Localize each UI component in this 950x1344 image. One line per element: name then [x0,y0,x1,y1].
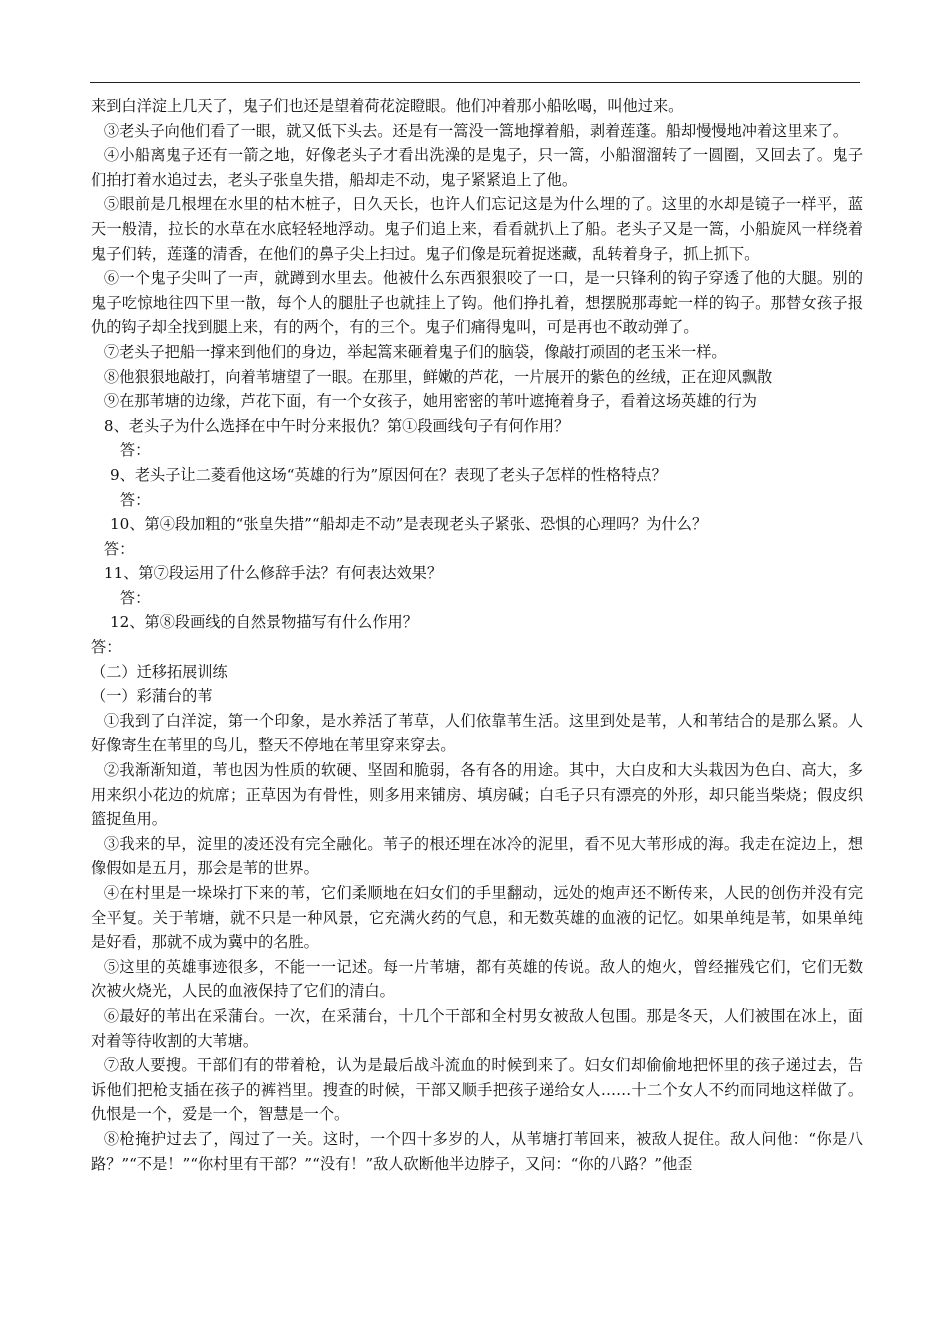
paragraph-r3: ③我来的早，淀里的凌还没有完全融化。苇子的根还埋在冰冷的泥里，看不见大苇形成的海。我走在淀边上，想像假如是五月，那会是苇的世界。 [91,834,863,878]
paragraph-r8: ⑧枪掩护过去了，闯过了一关。这时，一个四十多岁的人，从苇塘打苇回来，被敌人捉住。敌人问他：“你是八路？”“不是！”“你村里有干部？”“没有！”敌人砍断他半边脖子，又问：“你的八路？”他歪 [91,1129,863,1173]
paragraph-r6: ⑥最好的苇出在采蒲台。一次，在采蒲台，十几个干部和全村男女被敌人包围。那是冬天，人们被围在冰上，面对着等待收割的大苇塘。 [91,1006,863,1050]
paragraph-p7: ⑨在那苇塘的边缘，芦花下面，有一个女孩子，她用密密的苇叶遮掩着身子，看着这场英雄的行为 [103,392,757,411]
paragraph-p2: ④小船离鬼子还有一箭之地，好像老头子才看出洗澡的是鬼子，只一篙，小船溜溜转了一圆圈，又回去了。鬼子们拍打着水追过去，老头子张皇失措，船却走不动，鬼子紧紧追上了他。 [91,146,863,189]
document-body [91,94,863,1176]
question-q12: 12、第⑧段画线的自然景物描写有什么作用？ [110,613,418,632]
paragraph-r1: ①我到了白洋淀，第一个印象，是水养活了苇草，人们依靠苇生活。这里到处是苇，人和苇结合的是那么紧。人好像寄生在苇里的鸟儿，整天不停地在苇里穿来穿去。 [91,711,863,755]
answer-line-a11: 答： [119,588,151,607]
paragraph-p1: ③老头子向他们看了一眼，就又低下头去。还是有一篙没一篙地撑着船，剥着莲蓬。船却慢慢地冲着这里来了。 [103,121,849,140]
paragraph-r5: ⑤这里的英雄事迹很多，不能一一记述。每一片苇塘，都有英雄的传说。敌人的炮火，曾经摧残它们，它们无数次被火烧光，人民的血液保持了它们的清白。 [91,957,863,1001]
answer-line-a9: 答： [119,490,151,509]
paragraph-p3: ⑤眼前是几根埋在水里的枯木桩子，日久天长，也许人们忘记这是为什么埋的了。这里的水却是镜子一样平，蓝天一般清，拉长的水草在水底轻轻地浮动。鬼子们追上来，看看就扒上了船。老头子又是一篙，小船旋风一样绕着鬼子们转，莲蓬的清香，在他们的鼻子尖上扫过。鬼子们像是玩着捉迷藏，乱转着身子，抓上抓下。 [91,195,863,263]
question-q10: 10、第④段加粗的“张皇失措”“船却走不动”是表现老头子紧张、恐惧的心理吗？为什么？ [110,515,708,534]
question-q8: 8、老头子为什么选择在中午时分来报仇？第①段画线句子有何作用？ [103,416,570,435]
section-heading-s1: （一）彩蒲台的苇 [91,687,213,706]
answer-line-a12: 答： [91,638,122,657]
header-rule [90,82,860,83]
paragraph-r7: ⑦敌人要搜。干部们有的带着枪，认为是最后战斗流血的时候到来了。妇女们却偷偷地把怀里的孩子递过去，告诉他们把枪支插在孩子的裤裆里。搜查的时候，干部又顺手把孩子递给女人……十二个女人不约而同地这样做了。仇恨是一个，爱是一个，智慧是一个。 [91,1056,863,1124]
paragraph-p0: 来到白洋淀上几天了，鬼子们也还是望着荷花淀瞪眼。他们冲着那小船吆喝，叫他过来。 [91,97,684,115]
paragraph-r4: ④在村里是一垛垛打下来的苇，它们柔顺地在妇女们的手里翻动，远处的炮声还不断传来，人民的创伤并没有完全平复。关于苇塘，就不只是一种风景，它充满火药的气息，和无数英雄的血液的记忆。如果单纯是苇，如果单纯是好看，那就不成为冀中的名胜。 [91,884,863,952]
section-heading-s2: （二）迁移拓展训练 [91,662,228,681]
paragraph-p5: ⑦老头子把船一撑来到他们的身边，举起篙来砸着鬼子们的脑袋，像敲打顽固的老玉米一样。 [103,342,727,361]
question-q11: 11、第⑦段运用了什么修辞手法？有何表达效果？ [103,564,443,583]
paragraph-r2: ②我渐渐知道，苇也因为性质的软硬、坚固和脆弱，各有各的用途。其中，大白皮和大头栽因为色白、高大，多用来织小花边的炕席；正草因为有骨性，则多用来铺房、填房碱；白毛子只有漂亮的外形，却只能当柴烧；假皮织篮捉鱼用。 [91,761,863,829]
paragraph-p6: ⑧他狠狠地敲打，向着苇塘望了一眼。在那里，鲜嫩的芦花，一片展开的紫色的丝绒，正在迎风飘散 [103,367,773,386]
answer-line-a8: 答： [119,441,151,460]
paragraph-p4: ⑥一个鬼子尖叫了一声，就蹲到水里去。他被什么东西狠狠咬了一口，是一只锋利的钩子穿透了他的大腿。别的鬼子吃惊地往四下里一散，每个人的腿肚子也就挂上了钩。他们挣扎着，想摆脱那毒蛇一样的钩子。那替女孩子报仇的钩子却全找到腿上来，有的两个，有的三个。鬼子们痛得鬼叫，可是再也不敢动弹了。 [91,269,863,337]
answer-line-a10: 答： [103,539,135,558]
question-q9: 9、老头子让二菱看他这场“英雄的行为”原因何在？表现了老头子怎样的性格特点？ [110,465,667,484]
